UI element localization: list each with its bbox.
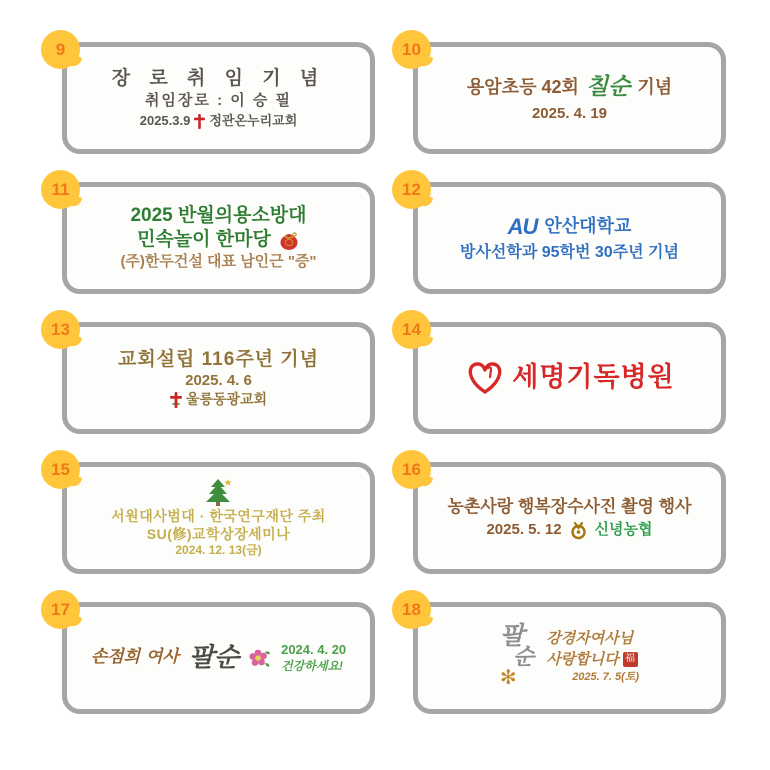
card17-milestone: 팔순: [188, 642, 240, 673]
card10-script-word: 칠순: [585, 72, 631, 100]
card18-line1: 강경자여사님: [546, 629, 634, 648]
card11-line2: 민속놀이 한마당: [137, 228, 271, 250]
card16-org: 신녕농협: [594, 521, 653, 539]
card12-university-name: 안산대학교: [544, 216, 632, 237]
card17-name: 손점희 여사: [90, 647, 179, 668]
sample-card-13: [51, 319, 375, 434]
sample-card-14: [402, 319, 726, 434]
number-badge: [41, 170, 80, 209]
card15-line1: 서원대사범대 · 한국연구재단 주최: [111, 508, 326, 524]
flower-icon: [249, 648, 271, 668]
badge-number: 18: [402, 599, 421, 619]
card13-title: 교회설립 116주년 기념: [117, 348, 320, 370]
gold-flower-icon: ✻: [499, 666, 517, 689]
number-badge: [392, 30, 431, 69]
card18-line2: 사랑합니다: [546, 650, 619, 669]
badge-number: 9: [55, 39, 66, 59]
nh-emblem-icon: [570, 521, 587, 540]
card11-line1: 2025 반월의용소방대: [130, 204, 307, 226]
sample-card-9: [55, 39, 375, 154]
card17-greeting: 건강하세요!: [281, 659, 344, 674]
badge-number: 10: [402, 39, 421, 59]
fortune-stamp-icon: 福: [623, 652, 638, 667]
badge-number: 17: [51, 599, 70, 619]
number-badge: [41, 30, 80, 69]
sample-card-16: [402, 459, 726, 574]
card9-date: 2025.3.9: [139, 113, 191, 129]
number-badge: [41, 590, 80, 629]
card-grid: [51, 39, 726, 714]
badge-number: 14: [402, 319, 421, 339]
number-badge: [392, 450, 431, 489]
number-badge: [392, 590, 431, 629]
badge-number: 15: [51, 459, 70, 479]
badge-number: 16: [402, 459, 421, 479]
card9-org: 정관온누리교회: [209, 113, 298, 129]
number-badge: [41, 450, 80, 489]
card10-date: 2025. 4. 19: [531, 104, 608, 122]
sample-card-12: [402, 179, 726, 294]
badge-number: 12: [402, 179, 421, 199]
card18-date: 2025. 7. 5(토): [572, 670, 640, 683]
card18-milestone-char2: 순: [512, 643, 535, 670]
lucky-pouch-icon: [278, 229, 300, 251]
card14-hospital-name: 세명기독병원: [512, 362, 675, 393]
card13-org: 울릉동광교회: [185, 391, 268, 407]
card15-line2: SU(修)교학상장세미나: [146, 525, 291, 542]
card17-date: 2024. 4. 20: [281, 641, 347, 657]
christmas-tree-icon: [204, 478, 234, 506]
cross-icon: [194, 114, 205, 129]
cross-icon: [170, 392, 182, 408]
card15-date: 2024. 12. 13(금): [175, 543, 262, 557]
sample-card-17: [51, 599, 375, 714]
card11-giver-line: (주)한두건설 대표 남인근 "증": [120, 253, 317, 271]
card10-text-post: 기념: [637, 76, 673, 97]
card9-subtitle: 취임장로 : 이 승 필: [144, 92, 293, 110]
card16-title: 농촌사랑 행복장수사진 촬영 행사: [447, 496, 692, 516]
card18-milestone-char1: 팔: [499, 621, 525, 651]
card10-text-pre: 용암초등 42회: [466, 76, 579, 97]
card12-line2: 방사선학과 95학번 30주년 기념: [460, 244, 679, 262]
number-badge: [392, 170, 431, 209]
badge-number: 13: [51, 319, 70, 339]
sample-card-15: [51, 459, 375, 574]
card16-date: 2025. 5. 12: [486, 521, 562, 539]
card9-title: 장 로 취 임 기 념: [111, 67, 326, 89]
card13-date: 2025. 4. 6: [185, 372, 252, 390]
number-badge: [392, 310, 431, 349]
sample-card-10: [402, 39, 726, 154]
sample-card-18: [402, 599, 726, 714]
heart-logo-icon: [464, 360, 506, 396]
badge-number: 11: [51, 179, 70, 199]
sample-card-11: [51, 179, 375, 294]
number-badge: [41, 310, 80, 349]
au-university-logo: AU: [507, 213, 538, 239]
